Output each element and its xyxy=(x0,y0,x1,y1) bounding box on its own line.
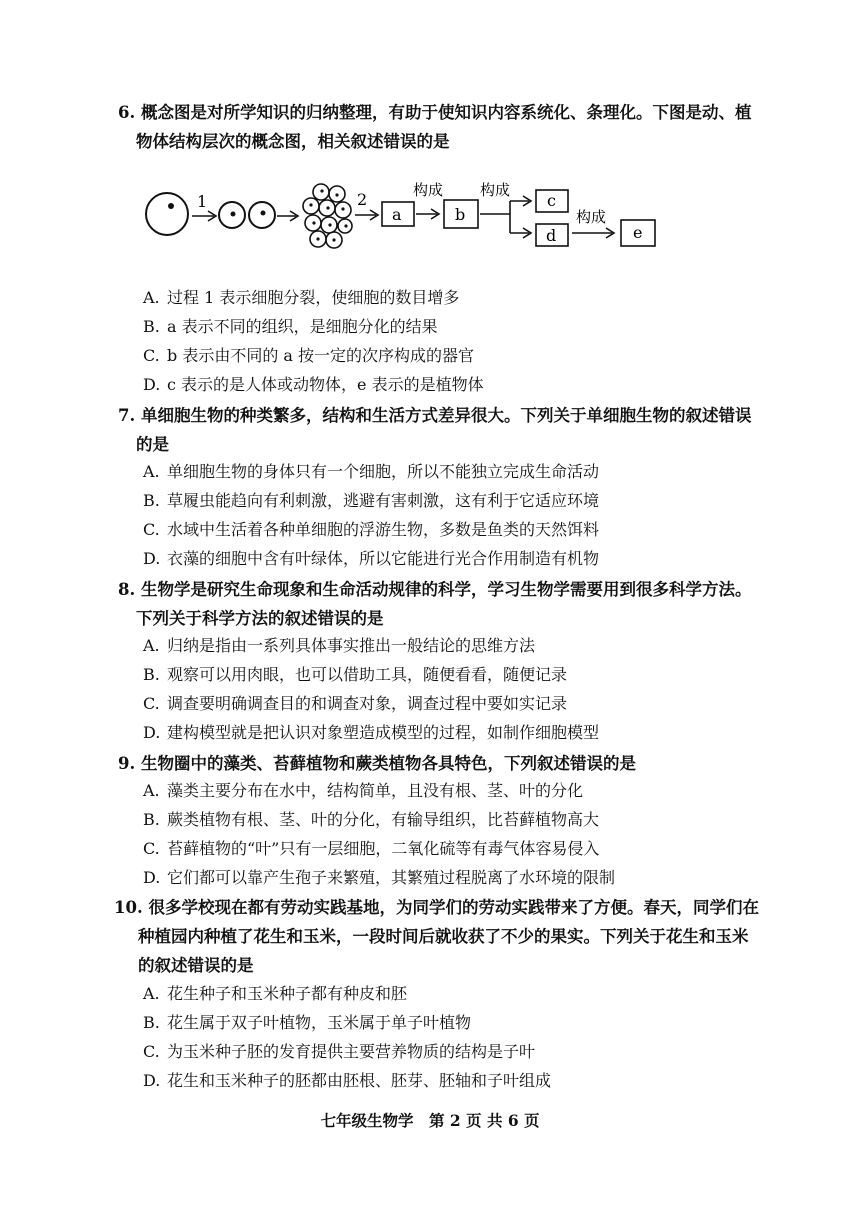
option-text: 归纳是指由一系列具体事实推出一般结论的思维方法 xyxy=(167,636,536,655)
q8-option-b xyxy=(143,664,763,686)
question-6 xyxy=(118,98,758,156)
option-text: 草履虫能趋向有利刺激，逃避有害刺激，这有利于它适应环境 xyxy=(167,491,600,510)
question-stem-line1: 单细胞生物的种类繁多，结构和生活方式差异很大。下列关于单细胞生物的叙述错误 xyxy=(140,406,752,425)
q8-option-a xyxy=(143,635,763,657)
q7-option-d xyxy=(143,548,763,570)
option-letter: A. xyxy=(143,462,160,481)
option-text: 观察可以用肉眼，也可以借助工具，随便看看，随便记录 xyxy=(167,665,568,684)
question-stem-line3: 的叙述错误的是 xyxy=(138,956,254,975)
box-d-label: d xyxy=(546,226,557,245)
question-stem-line1: 生物学是研究生命现象和生命活动规律的科学，学习生物学需要用到很多科学方法。 xyxy=(140,580,752,599)
option-text: 衣藻的细胞中含有叶绿体，所以它能进行光合作用制造有机物 xyxy=(167,549,600,568)
q10-option-c xyxy=(143,1041,763,1063)
question-stem-line1: 概念图是对所学知识的归纳整理，有助于使知识内容系统化、条理化。下图是动、植 xyxy=(140,103,752,122)
option-letter: C. xyxy=(143,839,160,858)
q6-option-a xyxy=(143,287,763,309)
box-c-label: c xyxy=(547,191,556,210)
option-letter: A. xyxy=(143,984,160,1003)
q7-option-c xyxy=(143,519,763,541)
option-text: 为玉米种子胚的发育提供主要营养物质的结构是子叶 xyxy=(167,1042,536,1061)
option-letter: D. xyxy=(143,868,161,887)
option-text: 花生和玉米种子的胚都由胚根、胚芽、胚轴和子叶组成 xyxy=(167,1071,552,1090)
option-text: 过程 1 表示细胞分裂，使细胞的数目增多 xyxy=(167,288,460,307)
fertilized-egg-cell xyxy=(146,193,188,235)
option-letter: D. xyxy=(143,375,161,394)
q10-option-d xyxy=(143,1070,763,1092)
goucheng-label-2: 构成 xyxy=(480,181,511,199)
option-letter: B. xyxy=(143,317,160,336)
option-letter: B. xyxy=(143,665,160,684)
egg-nucleus xyxy=(168,203,174,209)
q9-option-c xyxy=(143,838,763,860)
process-2-label: 2 xyxy=(357,190,368,209)
option-letter: A. xyxy=(143,288,160,307)
q10-option-b xyxy=(143,1012,763,1034)
option-letter: C. xyxy=(143,346,160,365)
option-letter: C. xyxy=(143,694,160,713)
question-number: 10. xyxy=(114,898,143,917)
question-number: 6. xyxy=(118,103,136,122)
option-letter: D. xyxy=(143,549,161,568)
goucheng-label-3: 构成 xyxy=(576,208,607,226)
question-number: 8. xyxy=(118,580,136,599)
option-letter: B. xyxy=(143,491,160,510)
option-text: 调查要明确调查目的和调查对象，调查过程中要如实记录 xyxy=(167,694,568,713)
option-text: 蕨类植物有根、茎、叶的分化，有输导组织，比苔藓植物高大 xyxy=(167,810,600,829)
question-number: 7. xyxy=(118,406,136,425)
structure-level-concept-diagram xyxy=(140,178,670,258)
option-text: 藻类主要分布在水中，结构简单，且没有根、茎、叶的分化 xyxy=(167,781,584,800)
option-text: 水域中生活着各种单细胞的浮游生物，多数是鱼类的天然饵料 xyxy=(167,520,600,539)
question-stem-line2: 物体结构层次的概念图，相关叙述错误的是 xyxy=(136,132,450,151)
option-letter: D. xyxy=(143,723,161,742)
q10-option-a xyxy=(143,983,763,1005)
option-letter: A. xyxy=(143,636,160,655)
question-10 xyxy=(114,893,764,980)
option-letter: A. xyxy=(143,781,160,800)
box-b-label: b xyxy=(455,205,466,224)
q8-option-d xyxy=(143,722,763,744)
q7-option-b xyxy=(143,490,763,512)
option-text: b 表示由不同的 a 按一定的次序构成的器官 xyxy=(167,346,475,365)
option-letter: B. xyxy=(143,1013,160,1032)
box-a-label: a xyxy=(392,205,402,224)
cell-cluster xyxy=(303,184,352,248)
option-text: 花生种子和玉米种子都有种皮和胚 xyxy=(167,984,408,1003)
daughter-cell-left-nucleus xyxy=(231,212,236,217)
question-7 xyxy=(118,401,758,459)
option-text: a 表示不同的组织，是细胞分化的结果 xyxy=(167,317,438,336)
question-8 xyxy=(118,575,758,633)
q8-option-c xyxy=(143,693,763,715)
option-text: 单细胞生物的身体只有一个细胞，所以不能独立完成生命活动 xyxy=(167,462,600,481)
q9-option-b xyxy=(143,809,763,831)
option-text: 苔藓植物的“叶”只有一层细胞，二氧化硫等有毒气体容易侵入 xyxy=(167,839,600,858)
q6-option-b xyxy=(143,316,763,338)
q9-option-a xyxy=(143,780,763,802)
question-stem-line2: 种植园内种植了花生和玉米，一段时间后就收获了不少的果实。下列关于花生和玉米 xyxy=(138,927,749,946)
option-letter: C. xyxy=(143,520,160,539)
process-1-label: 1 xyxy=(197,192,208,211)
option-text: 花生属于双子叶植物，玉米属于单子叶植物 xyxy=(167,1013,472,1032)
option-text: 它们都可以靠产生孢子来繁殖，其繁殖过程脱离了水环境的限制 xyxy=(167,868,616,887)
q9-option-d xyxy=(143,867,763,889)
option-letter: B. xyxy=(143,810,160,829)
q7-option-a xyxy=(143,461,763,483)
q6-option-c xyxy=(143,345,763,367)
question-stem-line1: 很多学校现在都有劳动实践基地，为同学们的劳动实践带来了方便。春天，同学们在 xyxy=(148,898,759,917)
question-stem-line1: 生物圈中的藻类、苔藓植物和蕨类植物各具特色，下列叙述错误的是 xyxy=(140,754,636,773)
page-footer: 七年级生物学 第 2 页 共 6 页 xyxy=(320,1111,540,1130)
option-text: c 表示的是人体或动物体，e 表示的是植物体 xyxy=(167,375,484,394)
question-stem-line2: 下列关于科学方法的叙述错误的是 xyxy=(136,609,384,628)
question-number: 9. xyxy=(118,754,136,773)
box-e-label: e xyxy=(633,223,643,242)
question-9 xyxy=(118,749,758,778)
option-text: 建构模型就是把认识对象塑造成模型的过程，如制作细胞模型 xyxy=(167,723,600,742)
question-stem-line2: 的是 xyxy=(136,435,169,454)
option-letter: D. xyxy=(143,1071,161,1090)
option-letter: C. xyxy=(143,1042,160,1061)
goucheng-label-1: 构成 xyxy=(413,181,444,199)
daughter-cell-right-nucleus xyxy=(261,211,266,216)
q6-option-d xyxy=(143,374,763,396)
